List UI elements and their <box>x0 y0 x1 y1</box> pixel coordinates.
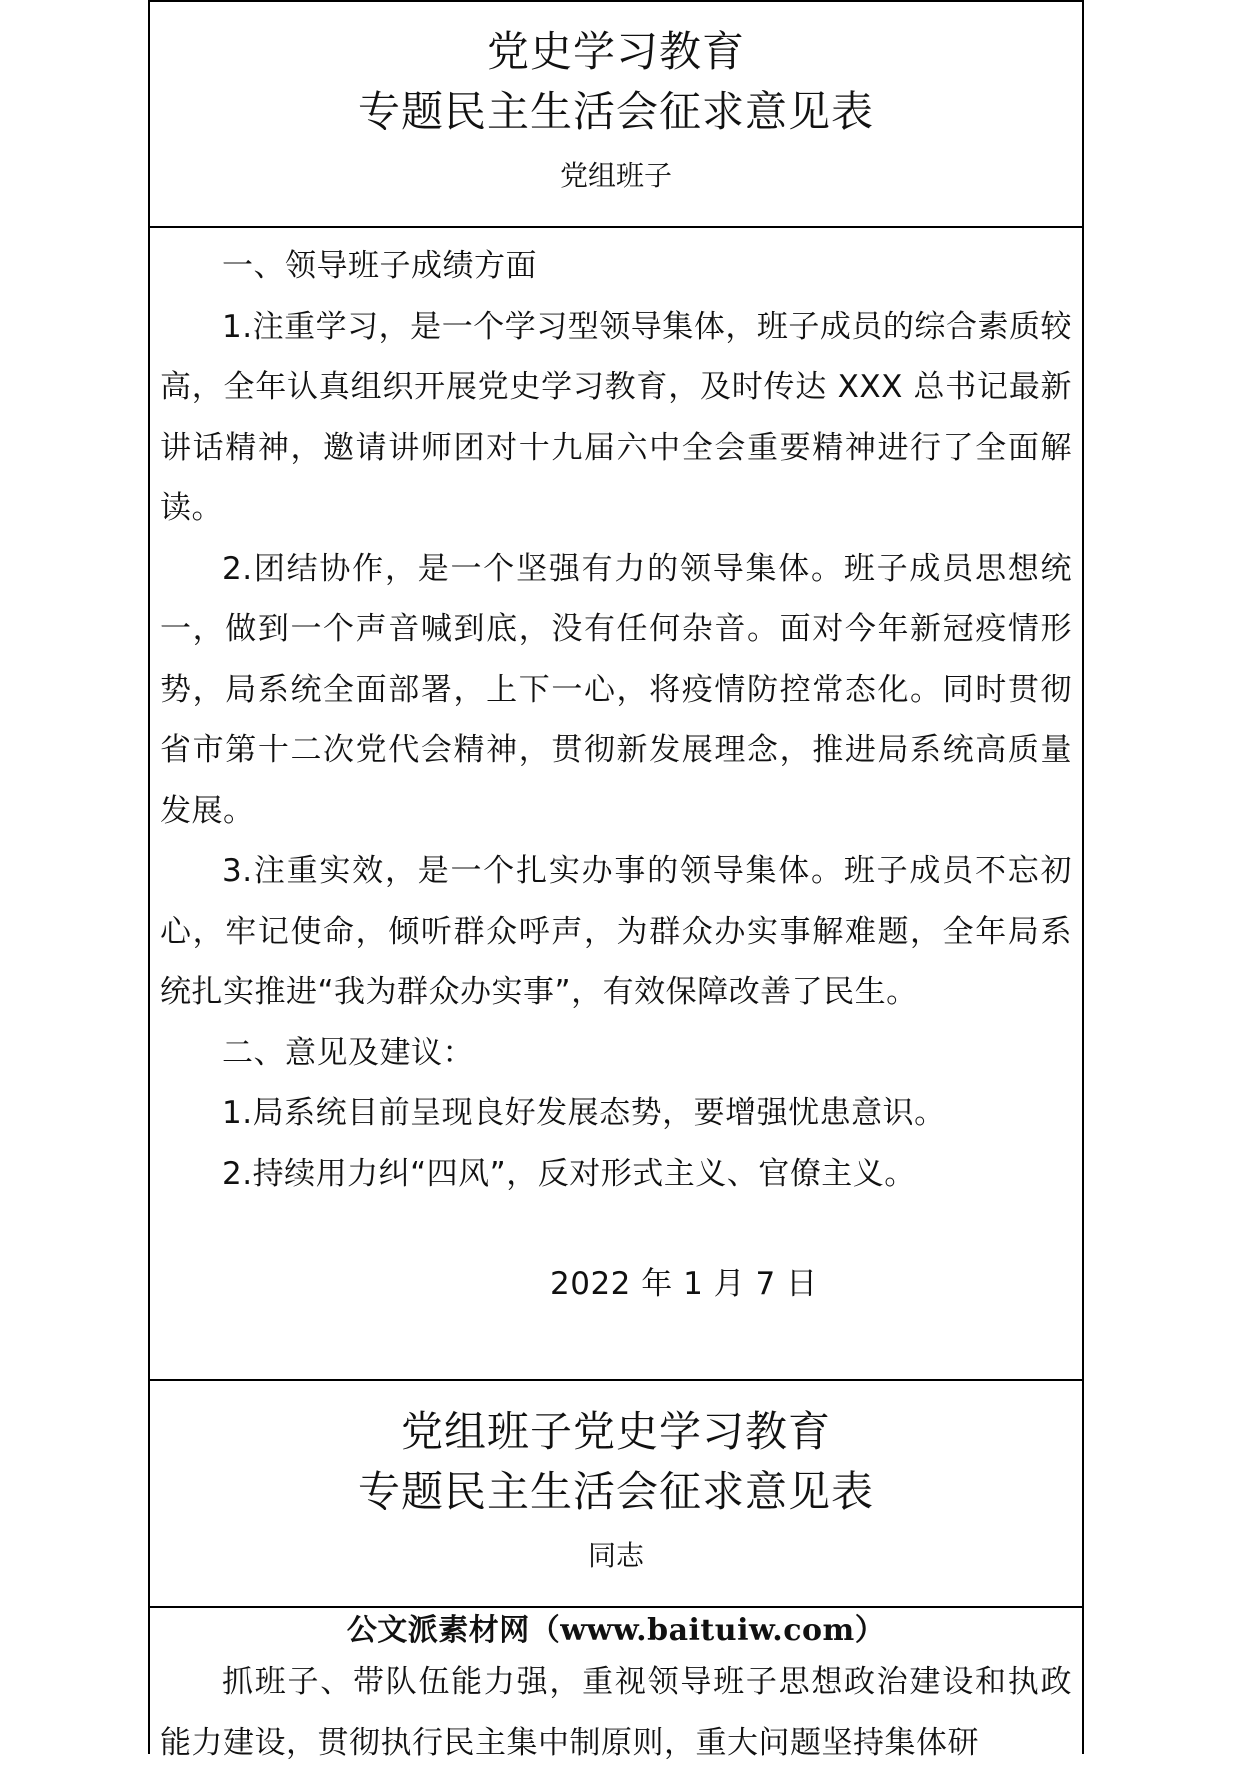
form-date: 2022 年 1 月 7 日 <box>550 1266 818 1302</box>
section-heading: 一、领导班子成绩方面 <box>222 248 537 284</box>
form-subtitle: 党组班子 <box>559 159 672 192</box>
table-divider <box>148 1379 1084 1381</box>
form-title-line-2: 专题民主生活会征求意见表 <box>357 1467 874 1516</box>
table-divider <box>148 1606 1084 1608</box>
form-title-line-1: 党史学习教育 <box>486 27 745 76</box>
form-body-2 <box>160 1612 1072 1773</box>
form-title-line-1: 党组班子党史学习教育 <box>400 1407 831 1456</box>
paragraph: 3.注重实效，是一个扎实办事的领导集体。班子成员不忘初心，牢记使命，倾听群众呼声，为群众办实事解难题，全年局系统扎实推进“我为群众办实事”，有效保障改善了民生。 <box>160 853 1072 1010</box>
paragraph: 1.注重学习，是一个学习型领导集体，班子成员的综合素质较高，全年认真组织开展党史学习教育，及时传达 XXX 总书记最新讲话精神，邀请讲师团对十九届六中全会重要精神进行了全面解读。 <box>160 308 1072 526</box>
watermark-text: 公文派素材网（www.baituiw.com） <box>346 1613 886 1648</box>
form-subtitle: 同志 <box>587 1539 644 1572</box>
section-heading: 二、意见及建议： <box>222 1034 474 1071</box>
paragraph: 2.持续用力纠“四风”，反对形式主义、官僚主义。 <box>222 1155 916 1192</box>
form-title-line-2: 专题民主生活会征求意见表 <box>357 87 874 136</box>
form-body-1 <box>160 236 1072 1315</box>
paragraph: 1.局系统目前呈现良好发展态势，要增强忧患意识。 <box>222 1095 946 1131</box>
paragraph: 抓班子、带队伍能力强，重视领导班子思想政治建设和执政能力建设，贯彻执行民主集中制原则，重大问题坚持集体研 <box>160 1664 1072 1761</box>
form-header-2 <box>150 1404 1082 1576</box>
table-top-border <box>148 0 1084 2</box>
paragraph: 2.团结协作，是一个坚强有力的领导集体。班子成员思想统一，做到一个声音喊到底，没有任何杂音。面对今年新冠疫情形势，局系统全面部署，上下一心，将疫情防控常态化。同时贯彻省市第十二次党代会精神，贯彻新发展理念，推进局系统高质量发展。 <box>160 550 1072 829</box>
form-header-1 <box>150 24 1082 196</box>
table-divider <box>148 226 1084 228</box>
